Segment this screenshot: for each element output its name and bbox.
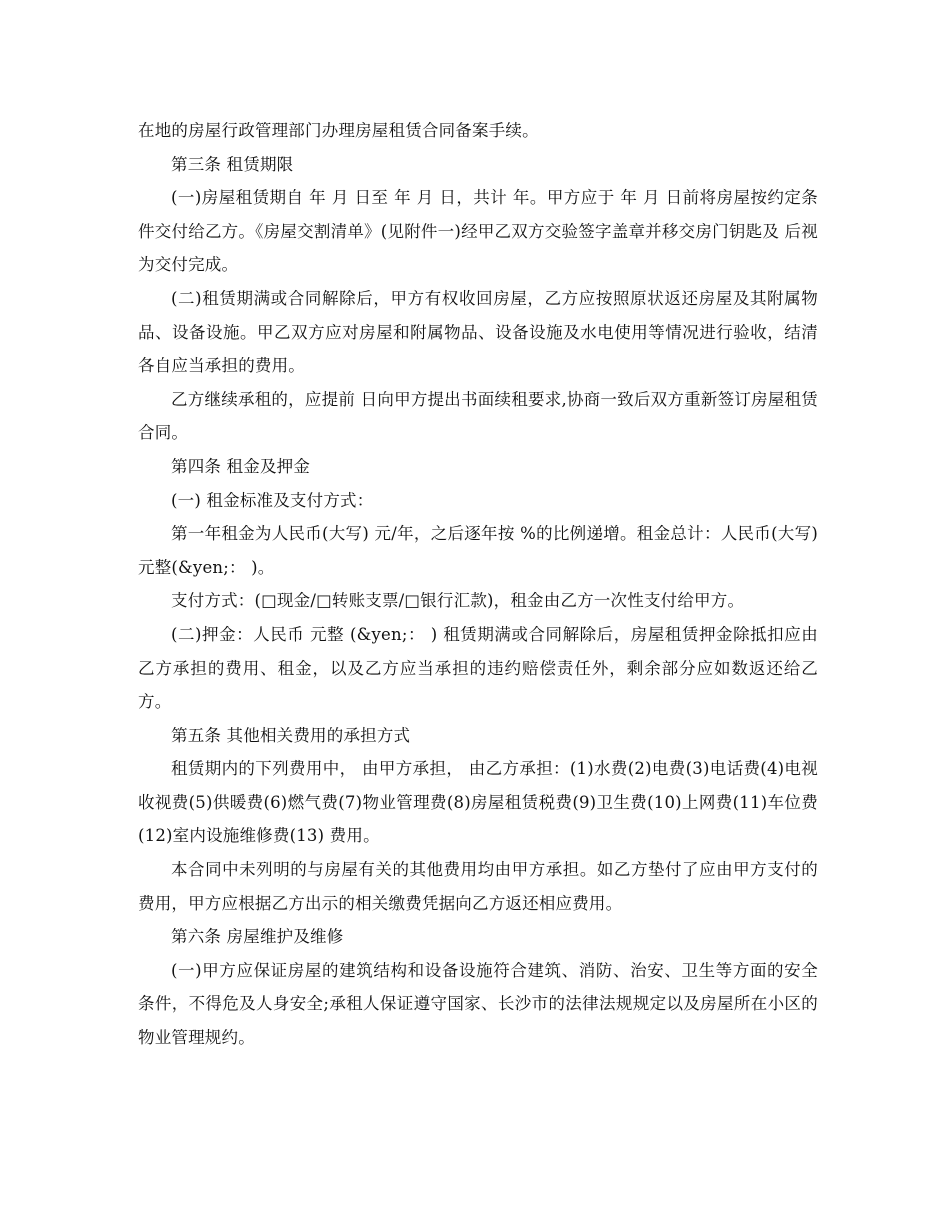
paragraph-other-fees: 本合同中未列明的与房屋有关的其他费用均由甲方承担。如乙方垫付了应由甲方支付的费用，甲方应根据乙方出示的相关缴费凭据向乙方返还相应费用。 bbox=[138, 860, 818, 913]
paragraph-lease-renewal: 乙方继续承租的，应提前 日向甲方提出书面续租要求,协商一致后双方重新签订房屋租赁合同。 bbox=[138, 389, 818, 443]
paragraph-payment-method: 支付方式：(□现金/□转账支票/□银行汇款)，租金由乙方一次性支付给甲方。 bbox=[171, 591, 745, 611]
paragraph-deposit: (二)押金：人民币 元整 (&yen;： ) 租赁期满或合同解除后，房屋租赁押金除抵扣应由乙方承担的费用、租金，以及乙方应当承担的违约赔偿责任外，剩余部分应如数返还给乙方。 bbox=[138, 624, 818, 712]
section-heading-article-6: 第六条 房屋维护及维修 bbox=[171, 927, 344, 947]
section-heading-article-3: 第三条 租赁期限 bbox=[171, 154, 294, 174]
section-heading-article-5: 第五条 其他相关费用的承担方式 bbox=[171, 725, 411, 745]
paragraph-maintenance: (一)甲方应保证房屋的建筑结构和设备设施符合建筑、消防、治安、卫生等方面的安全条件，不得危及人身安全;承租人保证遵守国家、长沙市的法律法规规定以及房屋所在小区的物业管理规约。 bbox=[138, 960, 818, 1048]
document-body bbox=[138, 114, 818, 1055]
paragraph-fees-list: 租赁期内的下列费用中， 由甲方承担， 由乙方承担：(1)水费(2)电费(3)电话费(4)电视收视费(5)供暖费(6)燃气费(7)物业管理费(8)房屋租赁税费(9)卫生费(10)上网费(11)车位费(12)室内设施维修费(13) 费用。 bbox=[138, 759, 818, 846]
paragraph-lease-expiry: (二)租赁期满或合同解除后，甲方有权收回房屋，乙方应按照原状返还房屋及其附属物品、设备设施。甲乙双方应对房屋和附属物品、设备设施及水电使用等情况进行验收，结清各自应当承担的费用。 bbox=[138, 288, 818, 376]
paragraph-rent-amount: 第一年租金为人民币(大写) 元/年，之后逐年按 %的比例递增。租金总计：人民币(大写) 元整(&yen;： )。 bbox=[138, 524, 818, 577]
paragraph-continuation: 在地的房屋行政管理部门办理房屋租赁合同备案手续。 bbox=[138, 121, 539, 140]
subheading-rent-standard: (一) 租金标准及支付方式： bbox=[171, 490, 374, 510]
section-heading-article-4: 第四条 租金及押金 bbox=[171, 456, 311, 476]
paragraph-lease-term: (一)房屋租赁期自 年 月 日至 年 月 日，共计 年。甲方应于 年 月 日前将房屋按约定条件交付给乙方。《房屋交割清单》(见附件一)经甲乙双方交验签字盖章并移交房门钥匙及 后视为交付完成。 bbox=[138, 188, 818, 275]
